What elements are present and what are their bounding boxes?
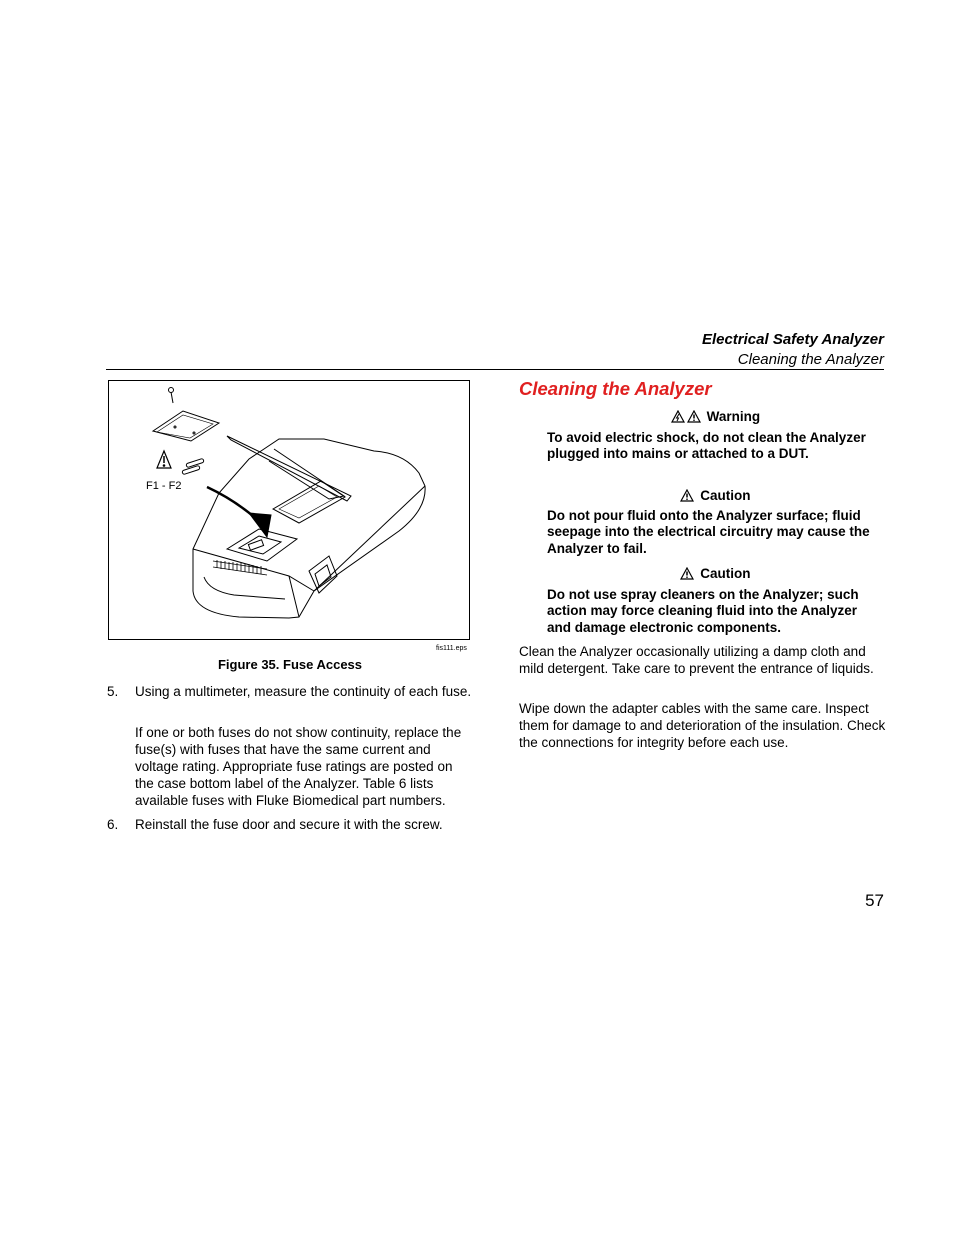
running-header-section: Cleaning the Analyzer (737, 351, 884, 368)
figure-file-name: fis111.eps (436, 645, 467, 652)
step-text: Using a multimeter, measure the continuity of each fuse. (135, 684, 472, 699)
warning-heading (547, 409, 884, 424)
body-paragraph: Wipe down the adapter cables with the same care. Inspect them for damage to and deterioration of the insulation. Check the connections for integrity before each use. (519, 701, 886, 750)
warning-body: To avoid electric shock, do not clean the Analyzer plugged into mains or attached to a DUT. (547, 430, 866, 462)
warning-triangle-icon (680, 567, 694, 580)
fuse-designator-label: F1 - F2 (146, 480, 182, 492)
step-number: 5. (107, 684, 119, 699)
caution-body: Do not use spray cleaners on the Analyzer; such action may force cleaning fluid into the Analyzer and damage electronic components. (547, 587, 859, 635)
warning-triangle-icon (687, 410, 701, 423)
warning-triangle-icon (680, 489, 694, 502)
fuse-access-figure (108, 380, 470, 640)
analyzer-fuse-illustration (109, 381, 469, 639)
figure-caption: Figure 35. Fuse Access (217, 657, 363, 672)
step-item (107, 816, 472, 833)
header-rule (106, 369, 884, 370)
caution-body: Do not pour fluid onto the Analyzer surface; fluid seepage into the electrical circuitry may cause the Analyzer to fail. (547, 508, 870, 556)
shock-hazard-icon (671, 410, 685, 423)
step-text: Reinstall the fuse door and secure it with the screw. (135, 817, 443, 832)
body-paragraph: Clean the Analyzer occasionally utilizing a damp cloth and mild detergent. Take care to prevent the entrance of liquids. (519, 644, 874, 676)
step-item (107, 683, 472, 700)
step-number: 6. (107, 817, 119, 832)
running-header-title: Electrical Safety Analyzer (701, 331, 884, 348)
caution-heading (547, 488, 884, 503)
warning-title: Warning (706, 409, 761, 424)
section-heading: Cleaning the Analyzer (519, 378, 712, 399)
caution-heading (547, 566, 884, 581)
page-number: 57 (865, 891, 884, 910)
caution-title: Caution (700, 566, 751, 581)
step-note: If one or both fuses do not show continuity, replace the fuse(s) with fuses that have the same current and voltage rating. Appropriate fuse ratings are posted on the case bottom label of the Analyzer. Table 6 lists available fuses with Fluke Biomedical part numbers. (135, 725, 462, 808)
caution-title: Caution (700, 488, 751, 503)
